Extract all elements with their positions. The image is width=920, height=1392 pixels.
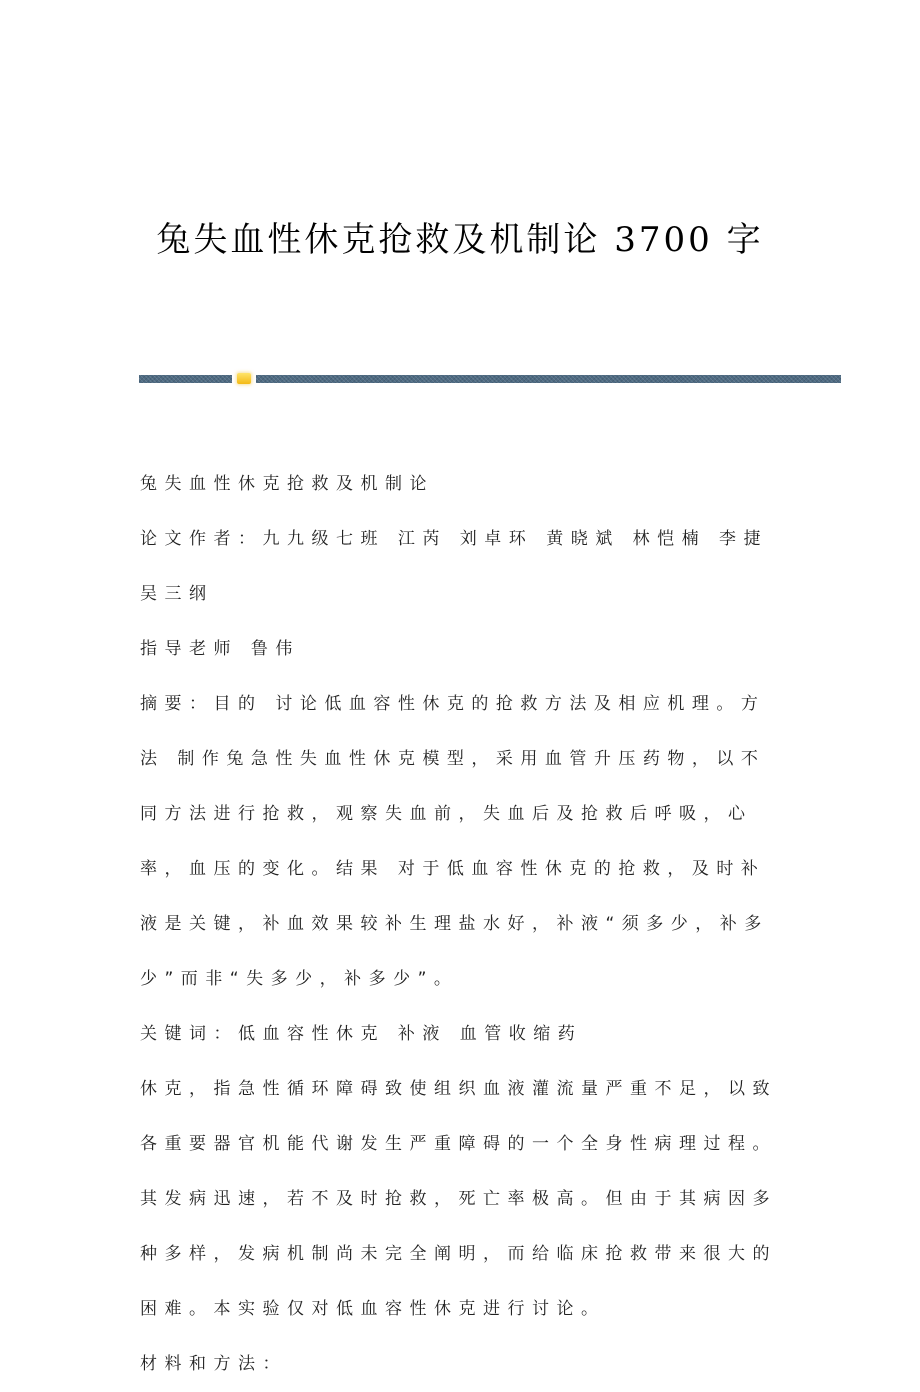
document-title: 兔失血性休克抢救及机制论 3700 字 xyxy=(156,220,764,260)
paper-heading: 兔失血性休克抢救及机制论 xyxy=(140,474,434,494)
divider-bar-right xyxy=(256,375,841,383)
abstract-paragraph: 摘要：目的 讨论低血容性休克的抢救方法及相应机理。方法 制作兔急性失血性休克模型，采用血管升压药物，以不同方法进行抢救，观察失血前，失血后及抢救后呼吸，心率，血压的变化。结果 对于低血容性休克的抢救，及时补液是关键，补血效果较补生理盐水好，补液“须多少，补多少”而非“失多少，补多少”。 xyxy=(140,694,769,989)
advisor-line: 指导老师 鲁伟 xyxy=(140,639,300,659)
document-body xyxy=(140,457,780,1392)
title-divider xyxy=(139,375,841,384)
authors-line: 论文作者：九九级七班 江芮 刘卓环 黄晓斌 林恺楠 李捷 吴三纲 xyxy=(140,529,769,604)
intro-paragraph: 休克，指急性循环障碍致使组织血液灌流量严重不足，以致各重要器官机能代谢发生严重障碍的一个全身性病理过程。其发病迅速，若不及时抢救，死亡率极高。但由于其病因多种多样，发病机制尚未完全阐明，而给临床抢救带来很大的困难。本实验仅对低血容性休克进行讨论。 xyxy=(140,1079,777,1319)
methods-heading: 材料和方法： xyxy=(140,1354,287,1374)
keywords-line: 关键词：低血容性休克 补液 血管收缩药 xyxy=(140,1024,583,1044)
gem-icon xyxy=(237,373,251,384)
divider-bar-left xyxy=(139,375,232,383)
